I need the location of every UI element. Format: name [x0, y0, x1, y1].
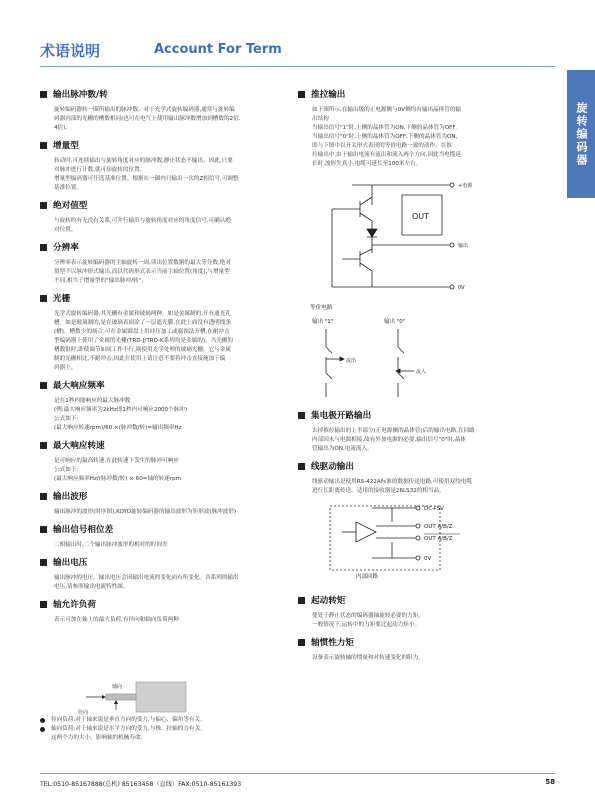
section-left-6 — [40, 439, 272, 484]
body-line: 输出脉冲的波形(时序图),KOYO旋转编码器的输出波形为矩形波(脉冲波形) — [54, 509, 237, 515]
section-square-icon — [298, 597, 305, 604]
section-body — [40, 157, 272, 193]
body-line: 出结构 — [312, 116, 329, 122]
section-body — [40, 616, 272, 625]
left-column — [40, 88, 272, 631]
body-line: 管输出为ON,电流流入。 — [312, 446, 373, 452]
load-notes — [40, 716, 300, 743]
list-item: 轴向负荷:对于轴来说是水平方向的受力,与推、拉轴的力有关。 — [40, 725, 300, 734]
body-line: 即与下图中以开关形式表现的等价电路一致的动作。在推 — [312, 143, 452, 149]
zero-volt-label: 0V — [458, 285, 465, 291]
body-line: 输出脉冲的电压。输出电压会因输出电流的变化而有所变化。各系列的输出 — [54, 575, 239, 581]
bullet-icon — [40, 727, 45, 732]
page-title-cn: 术语说明 — [40, 42, 101, 60]
body-line: 增量型编码器可任选基准位置。根据在一圈内只输出一次的Z相信号,可调整 — [54, 176, 239, 182]
equivalent-circuit-diagram — [298, 315, 518, 405]
section-push-pull — [298, 88, 530, 169]
section-left-2 — [40, 199, 272, 235]
body-line: 制的光栅相比,不耐冲击,因此在使用上请注意不要将冲击直接施加于编 — [54, 356, 226, 362]
equiv-output-0-label: 输出 "0" — [384, 319, 406, 325]
section-title: 输出电压 — [53, 558, 88, 568]
section-body — [40, 217, 272, 235]
out-a-bar-label: OUT A/B/Z — [424, 536, 453, 542]
body-line: 旋转编码器转一圈所输出的脉冲数。对于光学式旋转编码器,通常与旋转编 — [54, 107, 235, 113]
body-line: 槽。如是玻璃制的,是在玻璃表面涂了一层遮光膜,在此上面没有透明线条 — [54, 320, 231, 326]
section-body — [298, 106, 530, 169]
page-number: 58 — [545, 778, 555, 786]
section-left-4 — [40, 292, 272, 373]
section-body — [298, 654, 530, 663]
right-column — [298, 88, 530, 669]
section-inertia — [298, 636, 530, 663]
section-left-5 — [40, 379, 272, 433]
axial-load-label: 轴向 — [112, 684, 123, 690]
section-left-0 — [40, 88, 272, 133]
page-header — [40, 40, 555, 66]
body-line: 去掉推拉输出的上半部分(正电源侧的晶体管)后的输出电路,在回路 — [312, 428, 475, 434]
section-body — [298, 478, 530, 496]
section-square-icon — [298, 463, 305, 470]
body-line: 基准位置。 — [54, 185, 82, 191]
push-pull-circuit-diagram — [312, 175, 512, 293]
header-divider — [40, 66, 555, 67]
section-left-3 — [40, 241, 272, 286]
out-label: OUT — [412, 212, 430, 221]
body-line: 进行长距离传送。适用的接收器是26LS32的相当品。 — [312, 488, 445, 494]
section-square-icon — [40, 559, 47, 566]
body-line: 设备表示旋转轴的惯量和对转速变化的阻力。 — [312, 655, 424, 661]
body-line: (槽)。槽数少的场合,可在金属圆盘上用冲压加工或腐蚀法开槽,在耐冲击 — [54, 329, 230, 335]
body-line: 型编码器上使用了金属的光栅(TRD-J/TRD-K系列均是金属的)。当光栅的 — [54, 338, 233, 344]
section-body — [40, 508, 272, 517]
body-line: 4倍)。 — [54, 125, 71, 131]
section-square-icon — [40, 202, 47, 209]
section-square-icon — [298, 412, 305, 419]
body-line: 使处于静止状态的编码器轴旋转必要的力矩。 — [312, 613, 424, 619]
body-line: 如下图所示,在输出级的正电源侧与0V侧均有输出晶体管的输 — [312, 107, 462, 113]
section-title: 分辨率 — [53, 243, 79, 253]
body-line: 对脉冲进行计数,就可知旋转的位置。 — [54, 167, 146, 173]
body-line: 是在1秒内能响应的最大脉冲数 — [54, 398, 131, 404]
section-title: 输出脉冲数/转 — [53, 90, 108, 100]
body-line: 码器上。 — [54, 365, 77, 371]
section-title: 集电极开路输出 — [311, 411, 372, 421]
radial-load-label: 径向 — [78, 710, 89, 716]
section-line-driver — [298, 460, 530, 496]
section-body — [40, 574, 272, 592]
equiv-output-1-label: 输出 "1" — [312, 319, 334, 325]
section-title: 起动转矩 — [311, 596, 346, 606]
section-body — [40, 310, 272, 373]
body-line: 是可响应的最高转速,在此转速下发生的脉冲可响应 — [54, 458, 179, 464]
shaft-load-diagram — [76, 676, 196, 716]
section-title: 光栅 — [53, 294, 71, 304]
body-line: (最大响应转速rpm)/60 ×(脉冲数/转)=输出频率Hz — [54, 425, 182, 431]
section-title: 最大响应频率 — [53, 381, 105, 391]
line-driver-circuit-diagram — [312, 502, 512, 582]
body-line: 槽数很时,即使调节如间工作不行,则使用光学处理的玻璃光栅。它与金属 — [54, 347, 231, 353]
equiv-title: 等价电路 — [310, 305, 333, 311]
body-line: 与旋转的有无没有关系,可并行输出与旋转角度对应的角度信号,可确认绝 — [54, 218, 231, 224]
section-square-icon — [40, 526, 47, 533]
body-line: 不同,相当于增量型的"输出脉冲/转"。 — [54, 278, 147, 284]
section-left-1 — [40, 139, 272, 193]
section-square-icon — [40, 295, 47, 302]
body-line: 表示可加在轴上的最大负荷,有径向和轴向负荷两种 — [54, 617, 179, 623]
section-square-icon — [40, 244, 47, 251]
body-line: 分辨率表示旋转编码器的主轴旋转一周,读出位置数据的最大等分数,绝对 — [54, 260, 231, 266]
section-equivalent-circuit — [298, 303, 530, 409]
body-line: 一般情况下,运转中的力矩要比起动力矩小。 — [312, 622, 421, 628]
section-start-torque — [298, 594, 530, 630]
footer-contact: TEL:0510-85167888(总机) 85163458（直线）FAX:0510-85161393 — [40, 781, 242, 788]
output-label: 输出 — [458, 243, 469, 249]
body-line: 当输出信号"0"时,上侧的晶体管为OFF,下侧的晶体管为ON, — [312, 134, 458, 140]
body-line: 拉输出中,由于输出电流有流出和流入两个方向,因此当电缆延 — [312, 152, 461, 158]
body-line: 光学式旋转编码器,其光栅有金属和玻璃两种。如是金属制的,开有通光孔 — [54, 311, 231, 317]
section-left-8 — [40, 523, 272, 550]
list-item: 径向负荷:对于轴来说是垂直方向的受力,与偏心、偏角等有关。 — [40, 716, 300, 725]
body-line: 线驱动输出是使用RS-422A标准的数据传送电路,可使用双绞电缆 — [312, 479, 472, 485]
footer-divider — [40, 773, 555, 774]
sink-label: 流入 — [416, 369, 427, 375]
section-body — [298, 612, 530, 630]
section-square-icon — [40, 493, 47, 500]
section-title: 轴允许负荷 — [53, 600, 96, 610]
section-body — [40, 457, 272, 484]
body-line: 对位置。 — [54, 227, 77, 233]
body-line: 内部因未与电源相接,故有外加电源的必要,输出信号"0"时,晶体 — [312, 437, 466, 443]
section-body — [298, 427, 530, 454]
internal-circuit-label: 内部回路 — [356, 574, 379, 580]
section-title: 输出波形 — [53, 492, 88, 502]
section-title: 输出信号相位差 — [53, 525, 114, 535]
body-line: (例:最大响应频率为2kHz即1秒内可响应2000个脉冲) — [54, 407, 188, 413]
section-left-9 — [40, 556, 272, 592]
section-body — [40, 259, 272, 286]
body-line: 电压,请参照输出电流特性图。 — [54, 584, 129, 590]
section-title: 绝对值型 — [53, 201, 88, 211]
section-square-icon — [40, 601, 47, 608]
section-title: 线驱动输出 — [311, 462, 354, 472]
section-square-icon — [298, 639, 305, 646]
out-a-label: OUT A/B/Z — [424, 524, 453, 530]
section-body — [40, 541, 272, 550]
body-line: 码器内部的光栅的槽数相同(也可在电气上使用输出脉冲数增加到槽数的2倍、 — [54, 116, 245, 122]
side-category-tab: 旋转编码器 — [567, 70, 595, 198]
body-line: 值型不以脉冲形式输出,而以代码形式表示当前主轴位置(角度),与增量型 — [54, 269, 230, 275]
section-left-7 — [40, 490, 272, 517]
bullet-icon — [40, 718, 45, 723]
body-line: (最大响应频率Hz/(脉冲数/转) × 60=轴的转速rpm — [54, 476, 182, 482]
section-square-icon — [40, 442, 47, 449]
body-line: 二相输出时,二个输出脉冲波形的相对的时间差 — [54, 542, 168, 548]
body-line: 公式如下: — [54, 467, 79, 473]
section-left-10 — [40, 598, 272, 625]
section-square-icon — [40, 382, 47, 389]
dc-label: DC+5V — [424, 506, 444, 512]
section-square-icon — [298, 91, 305, 98]
section-title: 轴惯性力矩 — [311, 638, 354, 648]
body-line: 长时,波形失真小,电缆可延长至100米左右。 — [312, 161, 422, 167]
body-line: 公式如下: — [54, 416, 79, 422]
section-title: 最大响应转速 — [53, 441, 105, 451]
section-body — [40, 397, 272, 433]
list-item-continuation: 这两个力的大小、影响轴的机械寿命。 — [51, 735, 147, 741]
section-title: 增量型 — [53, 141, 79, 151]
section-square-icon — [40, 142, 47, 149]
section-square-icon — [40, 91, 47, 98]
section-title: 推拉输出 — [311, 90, 346, 100]
body-line: 转动时,可连续输出与旋转角度对应的脉冲数,静止状态不输出。因此,只要 — [54, 158, 233, 164]
page-title-en: Account For Term — [154, 42, 282, 57]
section-open-collector — [298, 409, 530, 454]
body-line: 当输出信号"1"时,上侧的晶体管为ON,下侧的晶体管为OFF。 — [312, 125, 462, 131]
section-body — [40, 106, 272, 133]
zero-volt-label: 0V — [424, 556, 432, 562]
source-label: 流出 — [346, 358, 357, 364]
vcc-label: +电源 — [458, 183, 473, 189]
